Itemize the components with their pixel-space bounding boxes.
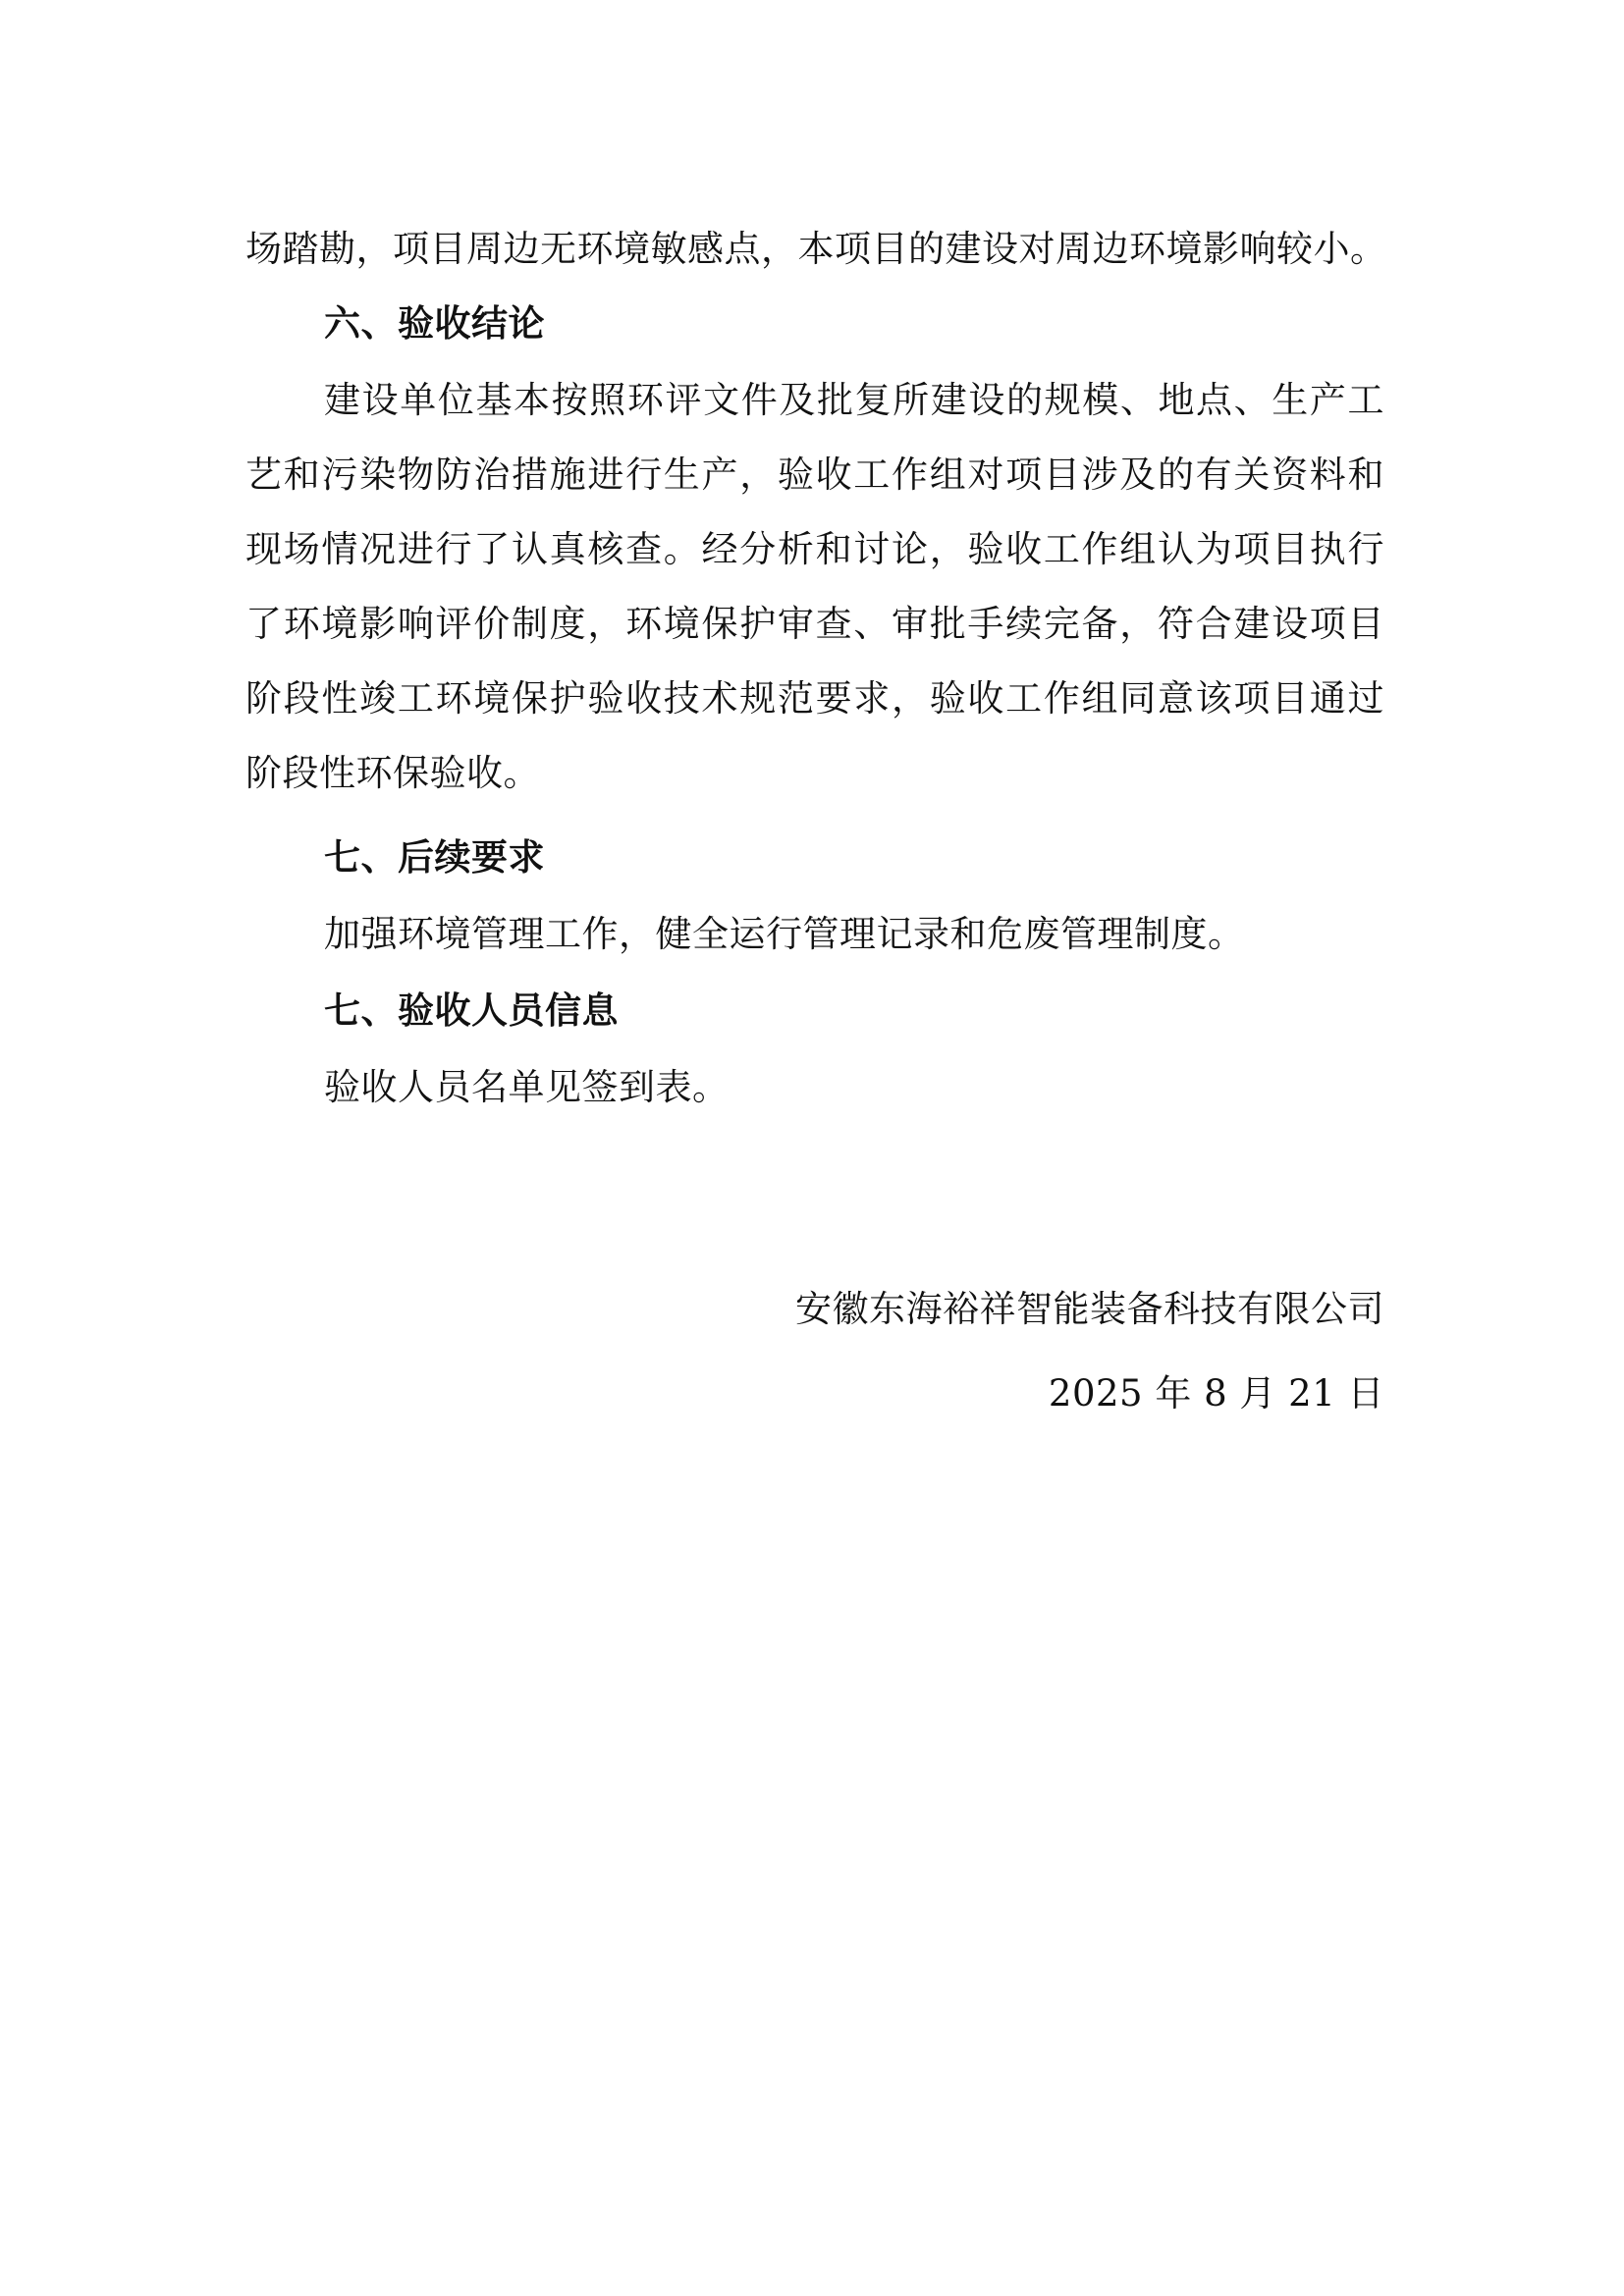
section-heading-personnel: 七、验收人员信息	[324, 989, 619, 1032]
paragraph-line: 加强环境管理工作，健全运行管理记录和危废管理制度。	[324, 913, 1245, 955]
paragraph-line: 场踏勘，项目周边无环境敏感点，本项目的建设对周边环境影响较小。	[245, 228, 1387, 270]
paragraph-line: 阶段性竣工环境保护验收技术规范要求，验收工作组同意该项目通过	[245, 677, 1384, 720]
paragraph-line: 验收人员名单见签到表。	[324, 1066, 730, 1108]
paragraph-line: 建设单位基本按照环评文件及批复所建设的规模、地点、生产工	[324, 379, 1384, 421]
paragraph-line: 艺和污染物防治措施进行生产，验收工作组对项目涉及的有关资料和	[245, 454, 1384, 496]
paragraph-line: 现场情况进行了认真核查。经分析和讨论，验收工作组认为项目执行	[245, 528, 1384, 570]
section-heading-requirements: 七、后续要求	[324, 836, 545, 879]
section-heading-conclusion: 六、验收结论	[324, 302, 545, 345]
signature-date: 2025 年 8 月 21 日	[1048, 1372, 1384, 1415]
paragraph-line: 了环境影响评价制度，环境保护审查、审批手续完备，符合建设项目	[245, 603, 1384, 645]
paragraph-line: 阶段性环保验收。	[245, 752, 540, 794]
company-signature: 安徽东海裕祥智能装备科技有限公司	[795, 1288, 1384, 1330]
